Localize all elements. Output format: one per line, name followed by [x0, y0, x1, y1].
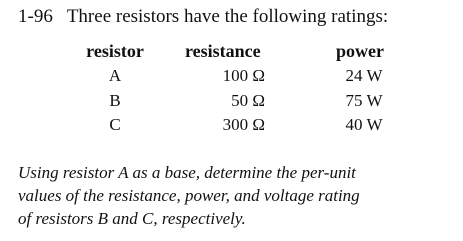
- cell-power-a: 24 W: [345, 66, 383, 85]
- cell-resistor-b: B: [109, 91, 121, 110]
- header-power: power: [336, 41, 384, 61]
- problem-statement: Three resistors have the following ratings:: [66, 6, 389, 27]
- question-line-1: Using resistor A as a base, determine the per-unit: [18, 163, 356, 182]
- question-line-3: of resistors B and C, respectively.: [18, 209, 246, 228]
- cell-resistor-a: A: [108, 66, 122, 85]
- cell-resistance-b: 50 Ω: [231, 91, 265, 110]
- problem-number: 1-96: [18, 6, 53, 27]
- cell-power-c: 40 W: [345, 115, 383, 134]
- question-text: [18, 161, 458, 230]
- question-line-2: values of the resistance, power, and voltage rating: [18, 186, 360, 205]
- cell-resistor-c: C: [109, 115, 121, 134]
- cell-resistance-a: 100 Ω: [222, 66, 265, 85]
- cell-power-b: 75 W: [345, 91, 383, 110]
- cell-resistance-c: 300 Ω: [222, 115, 265, 134]
- header-resistance: resistance: [185, 41, 261, 61]
- header-resistor: resistor: [86, 41, 144, 61]
